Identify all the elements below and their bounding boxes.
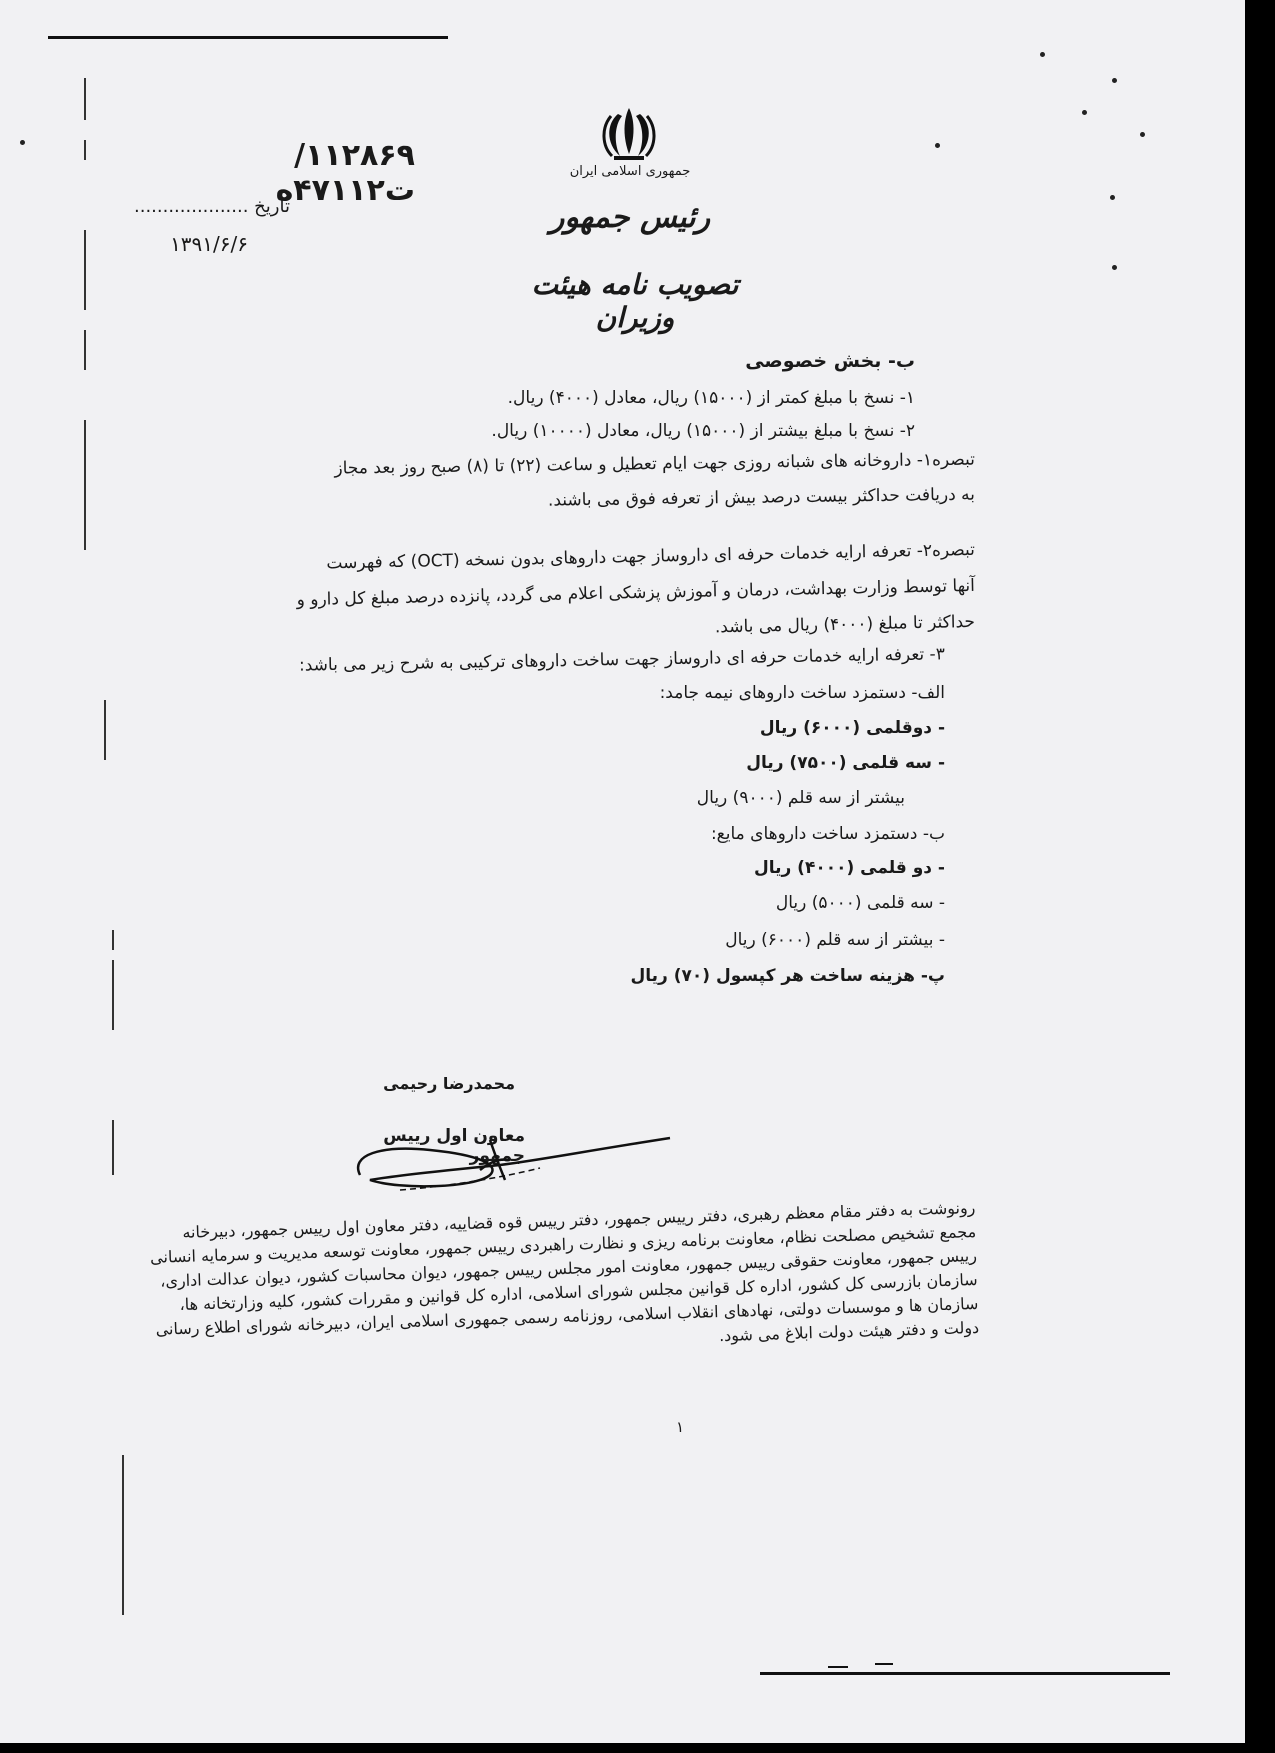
speck: [1110, 195, 1115, 200]
speck: [1112, 265, 1117, 270]
speck: [1082, 110, 1087, 115]
cc-distribution: رونوشت به دفتر مقام معظم رهبری، دفتر رییس جمهور، دفتر رییس قوه قضاییه، دفتر معاون اول رییس جمهور، دبیرخانه مجمع تشخیص مصلحت نظام، معاونت برنامه ریزی و نظارت راهبردی رییس جمهور، معاونت توسعه مدیریت و سرمایه انسانی رییس جمهور، معاونت حقوقی رییس جمهور، معاونت امور مجلس رییس جمهور، دیوان محاسبات کشور، دیوان عدالت اداری، سازمان بازرسی کل کشور، اداره کل قوانین مجلس شورای اسلامی، اداره کل قوانین و مقررات کشور، کلیه وزارتخانه ها، سازمان ها و موسسات دولتی، نهادهای انقلاب اسلامی، روزنامه رسمی جمهوری اسلامی ایران، دبیرخانه شورای اطلاع رسانی دولت و دفتر هیئت دولت ابلاغ می شود.: [149, 1197, 980, 1346]
sub-b-item-2: - سه قلمی (۵۰۰۰) ریال: [775, 893, 945, 913]
margin-mark: [84, 420, 86, 550]
sub-b-item-1: - دو قلمی (۴۰۰۰) ریال: [753, 858, 945, 878]
speck: [1112, 78, 1117, 83]
sub-a-title: الف- دستمزد ساخت داروهای نیمه جامد:: [659, 683, 945, 703]
note-1-line-1: تبصره۱- داروخانه های شبانه روزی جهت ایام تعطیل و ساعت (۲۲) تا (۸) صبح روز بعد مجاز: [334, 449, 976, 479]
margin-mark: [112, 930, 114, 950]
iran-emblem-icon: [598, 102, 660, 164]
speck: [1040, 52, 1045, 57]
sub-a-item-2: - سه قلمی (۷۵۰۰) ریال: [746, 753, 945, 773]
sub-b-item-3: - بیشتر از سه قلم (۶۰۰۰) ریال: [725, 930, 945, 950]
sub-a-item-3: بیشتر از سه قلم (۹۰۰۰) ریال: [696, 788, 905, 808]
signatory-title: معاون اول رییس جمهور: [383, 1126, 525, 1166]
bottom-dash: [828, 1666, 848, 1668]
top-rule: [48, 36, 448, 39]
signatory-name: محمدرضا رحیمی: [383, 1074, 515, 1093]
date-field: تاریخ ....................: [134, 196, 290, 217]
emblem-caption: جمهوری اسلامی ایران: [569, 164, 691, 179]
date-value: ۱۳۹۱/۶/۶: [170, 232, 248, 256]
document-type: تصویب نامه هیئت وزیران: [531, 268, 739, 334]
item-3: ۳- تعرفه ارایه خدمات حرفه ای داروساز جهت ساخت داروهای ترکیبی به شرح زیر می باشد:: [298, 644, 946, 676]
margin-mark: [112, 1120, 114, 1175]
sub-b-title: ب- دستمزد ساخت داروهای مایع:: [710, 824, 945, 844]
item-2: ۲- نسخ با مبلغ بیشتر از (۱۵۰۰۰) ریال، معادل (۱۰۰۰۰) ریال.: [491, 421, 915, 441]
note-1-line-2: به دریافت حداکثر بیست درصد بیش از تعرفه فوق می باشند.: [547, 484, 976, 511]
margin-mark: [84, 330, 86, 370]
speck: [1140, 132, 1145, 137]
office-title: رئیس جمهور: [549, 200, 711, 235]
note-2-line-3: حداکثر تا مبلغ (۴۰۰۰) ریال می باشد.: [714, 611, 976, 638]
margin-mark: [84, 140, 86, 160]
margin-mark: [84, 78, 86, 120]
item-1: ۱- نسخ با مبلغ کمتر از (۱۵۰۰۰) ریال، معادل (۴۰۰۰) ریال.: [507, 388, 915, 408]
margin-mark: [122, 1455, 124, 1615]
sub-c: پ- هزینه ساخت هر کپسول (۷۰) ریال: [630, 966, 945, 986]
reference-number: ۱۱۲۸۶۹/ت۴۷۱۱۲ه: [275, 138, 415, 208]
margin-mark: [84, 230, 86, 310]
section-title: ب- بخش خصوصی: [745, 350, 915, 372]
bottom-rule: [760, 1672, 1170, 1675]
margin-mark: [112, 960, 114, 1030]
handwritten-signature: [340, 1120, 680, 1200]
speck: [20, 140, 25, 145]
note-2-line-1: تبصره۲- تعرفه ارایه خدمات حرفه ای داروساز جهت داروهای بدون نسخه (OCT) که فهرست: [326, 539, 976, 574]
page-number: ۱: [675, 1418, 685, 1436]
note-2-line-2: آنها توسط وزارت بهداشت، درمان و آموزش پزشکی اعلام می گردد، پانزده درصد مبلغ کل دارو و: [296, 575, 976, 611]
bottom-dash: [875, 1663, 893, 1665]
sub-a-item-1: - دوقلمی (۶۰۰۰) ریال: [759, 718, 945, 738]
speck: [935, 143, 940, 148]
margin-mark: [104, 700, 106, 760]
